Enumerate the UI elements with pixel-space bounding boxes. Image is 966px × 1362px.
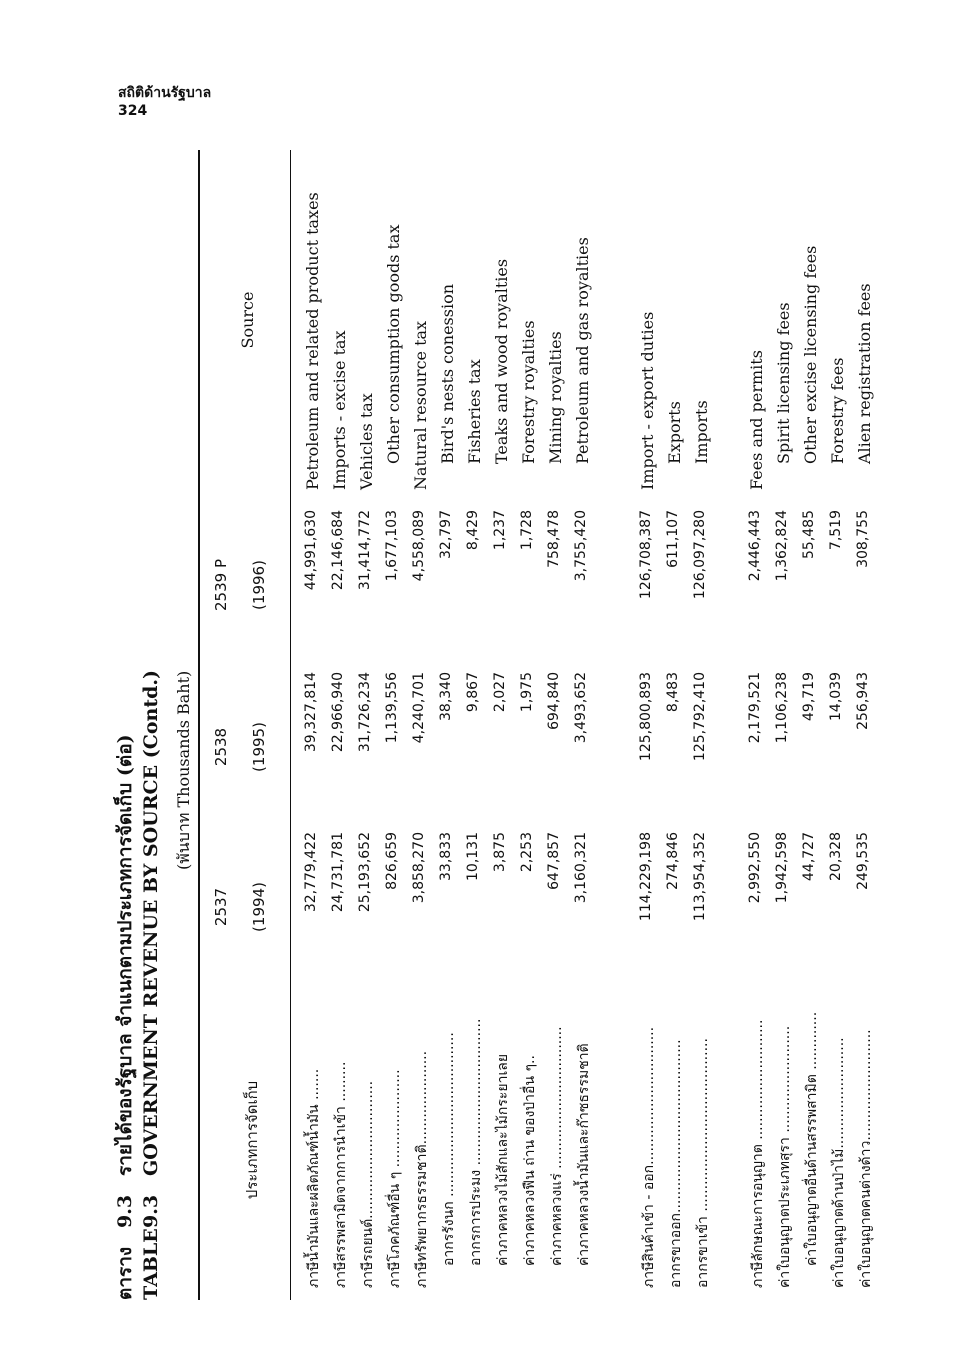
row-value-1995: 2,027 bbox=[492, 672, 508, 713]
title-en-text: GOVERNMENT REVENUE BY SOURCE (Contd.) bbox=[140, 669, 162, 1176]
row-source-en: Fisheries tax bbox=[465, 359, 484, 464]
table-row bbox=[300, 150, 326, 1300]
row-value-1995: 9,867 bbox=[465, 672, 481, 713]
row-source-en: Mining royalties bbox=[546, 331, 565, 464]
row-source-en: Imports bbox=[692, 400, 711, 464]
row-source-en: Imports - excise tax bbox=[330, 330, 349, 490]
row-source-en: Other consumption goods tax bbox=[384, 224, 403, 464]
row-value-1994: 647,857 bbox=[546, 832, 562, 890]
row-value-1995: 49,719 bbox=[801, 672, 817, 721]
col-head-year-3-en: (1996) bbox=[250, 560, 268, 610]
row-type-thai: ค่าใบอนุญาตคนต่างด้าว......................... bbox=[858, 1029, 874, 1288]
row-source-en: Teaks and wood royalties bbox=[492, 258, 511, 464]
row-value-1996: 126,708,387 bbox=[638, 510, 654, 600]
row-value-1996: 1,677,103 bbox=[384, 510, 400, 582]
row-value-1994: 33,833 bbox=[438, 832, 454, 881]
row-value-1995: 38,340 bbox=[438, 672, 454, 721]
row-value-1995: 694,840 bbox=[546, 672, 562, 730]
row-type-thai: อากรขาออก....................................... bbox=[668, 1039, 684, 1288]
col-head-year-2: 2538 bbox=[212, 727, 230, 767]
row-value-1994: 25,193,652 bbox=[357, 832, 373, 913]
row-source-en: Alien registration fees bbox=[855, 283, 874, 464]
row-value-1994: 3,858,270 bbox=[411, 832, 427, 904]
row-value-1996: 32,797 bbox=[438, 510, 454, 559]
col-head-year-2-en: (1995) bbox=[250, 722, 268, 772]
row-value-1995: 1,975 bbox=[519, 672, 535, 713]
row-type-thai: ค่าภาคหลวงไม้สักและไม้กระยาเลย bbox=[495, 1053, 511, 1266]
table-row bbox=[635, 150, 661, 1300]
table-unit: (พันบาท Thousands Baht) bbox=[174, 670, 193, 870]
row-value-1994: 2,992,550 bbox=[747, 832, 763, 904]
row-type-thai: ค่าภาคหลวงน้ำมันและก๊าซธรรมชาติ bbox=[576, 1043, 592, 1266]
row-type-thai: ภาษีรถยนต์............................... bbox=[360, 1080, 376, 1288]
row-value-1994: 3,160,321 bbox=[573, 832, 589, 904]
row-value-1994: 10,131 bbox=[465, 832, 481, 881]
row-value-1995: 31,726,234 bbox=[357, 672, 373, 753]
row-value-1994: 274,846 bbox=[665, 832, 681, 890]
title-en-number: 9.3 bbox=[140, 1194, 162, 1228]
row-value-1994: 114,229,198 bbox=[638, 832, 654, 922]
page-header-title: สถิติด้านรัฐบาล bbox=[118, 85, 212, 101]
table-row bbox=[798, 150, 824, 1300]
row-value-1994: 24,731,781 bbox=[330, 832, 346, 913]
row-source-en: Natural resource tax bbox=[411, 320, 430, 490]
row-value-1995: 3,493,652 bbox=[573, 672, 589, 744]
table-title-thai bbox=[110, 734, 140, 1300]
row-source-en: Bird's nests conession bbox=[438, 283, 457, 464]
table-title-english bbox=[140, 670, 162, 1300]
row-source-en: Spirit licensing fees bbox=[774, 302, 793, 464]
row-value-1994: 44,727 bbox=[801, 832, 817, 881]
row-source-en: Forestry fees bbox=[828, 357, 847, 464]
row-type-thai: ภาษีลักษณะการอนุญาต ........................... bbox=[750, 1019, 766, 1288]
col-head-year-1: 2537 bbox=[212, 887, 230, 927]
row-value-1995: 125,800,893 bbox=[638, 672, 654, 762]
table-row bbox=[381, 150, 407, 1300]
row-value-1995: 125,792,410 bbox=[692, 672, 708, 762]
row-value-1995: 14,039 bbox=[828, 672, 844, 721]
row-value-1995: 2,179,521 bbox=[747, 672, 763, 744]
row-type-thai: ภาษีสรรพสามิตจากการนำเข้า ......... bbox=[333, 1061, 349, 1288]
table-row bbox=[489, 150, 515, 1300]
row-value-1996: 2,446,443 bbox=[747, 510, 763, 582]
header-rule bbox=[290, 150, 291, 1300]
row-value-1994: 249,535 bbox=[855, 832, 871, 890]
table-row bbox=[516, 150, 542, 1300]
row-type-thai: อากรการประมง ................................. bbox=[468, 1018, 484, 1266]
top-rule bbox=[198, 150, 200, 1300]
row-value-1996: 22,146,684 bbox=[330, 510, 346, 591]
row-value-1996: 7,519 bbox=[828, 510, 844, 551]
row-type-thai: ค่าใบอนุญาตด้านป่าไม้......................... bbox=[831, 1037, 847, 1288]
page-number: 324 bbox=[118, 103, 148, 119]
row-value-1996: 8,429 bbox=[465, 510, 481, 551]
row-source-en: Forestry royalties bbox=[519, 320, 538, 464]
table-row bbox=[435, 150, 461, 1300]
table-row bbox=[771, 150, 797, 1300]
row-value-1994: 1,942,598 bbox=[774, 832, 790, 904]
row-value-1996: 1,362,824 bbox=[774, 510, 790, 582]
row-value-1996: 126,097,280 bbox=[692, 510, 708, 600]
table-row bbox=[570, 150, 596, 1300]
row-value-1996: 308,755 bbox=[855, 510, 871, 568]
title-thai-number: 9.3 bbox=[114, 1194, 136, 1228]
row-type-thai: ค่าภาคหลวงแร่ ................................ bbox=[549, 1026, 565, 1266]
row-type-thai: ภาษีทรัพยากรธรรมชาติ..................... bbox=[414, 1050, 430, 1288]
col-head-source: Source bbox=[238, 291, 257, 349]
row-value-1996: 758,478 bbox=[546, 510, 562, 568]
row-source-en: Other excise licensing fees bbox=[801, 245, 820, 464]
table-row bbox=[408, 150, 434, 1300]
row-value-1994: 20,328 bbox=[828, 832, 844, 881]
table-row bbox=[852, 150, 878, 1300]
table-row bbox=[662, 150, 688, 1300]
row-source-en: Import - export duties bbox=[638, 311, 657, 490]
row-type-thai: ค่าใบอนุญาตประเภทสุรา ........................ bbox=[777, 1025, 793, 1288]
table-row bbox=[354, 150, 380, 1300]
row-source-en: Vehicles tax bbox=[357, 393, 376, 490]
row-value-1996: 55,485 bbox=[801, 510, 817, 559]
col-head-year-1-en: (1994) bbox=[250, 882, 268, 932]
table-row bbox=[825, 150, 851, 1300]
row-source-en: Fees and permits bbox=[747, 350, 766, 490]
row-value-1995: 1,139,556 bbox=[384, 672, 400, 744]
row-type-thai: ค่าใบอนุญาตอื่นด้านสรรพสามิต ............. bbox=[804, 1011, 820, 1266]
row-type-thai: อากรรังนก ..................................... bbox=[441, 1032, 457, 1266]
row-value-1994: 113,954,352 bbox=[692, 832, 708, 922]
table-row bbox=[543, 150, 569, 1300]
page-header bbox=[118, 84, 211, 120]
row-value-1995: 39,327,814 bbox=[303, 672, 319, 753]
table-row bbox=[327, 150, 353, 1300]
row-value-1994: 2,253 bbox=[519, 832, 535, 873]
row-value-1996: 611,107 bbox=[665, 510, 681, 568]
title-en-label: TABLE bbox=[140, 1228, 162, 1300]
row-value-1996: 1,237 bbox=[492, 510, 508, 551]
row-type-thai: อากรขาเข้า ....................................... bbox=[695, 1038, 711, 1288]
row-type-thai: ภาษีสินค้าเข้า - ออก............................... bbox=[641, 1026, 657, 1288]
row-value-1995: 22,966,940 bbox=[330, 672, 346, 753]
row-type-thai: ภาษีน้ำมันและผลิตภัณฑ์น้ำมัน ....... bbox=[306, 1068, 322, 1288]
row-value-1996: 4,558,089 bbox=[411, 510, 427, 582]
row-value-1995: 4,240,701 bbox=[411, 672, 427, 744]
row-value-1996: 3,755,420 bbox=[573, 510, 589, 582]
row-type-thai: ภาษีโภคภัณฑ์อื่น ๆ ...................... bbox=[387, 1069, 403, 1288]
row-source-en: Petroleum and gas royalties bbox=[573, 237, 592, 464]
rotated-table-sheet bbox=[100, 120, 880, 1300]
row-value-1994: 32,779,422 bbox=[303, 832, 319, 913]
row-value-1995: 256,943 bbox=[855, 672, 871, 730]
row-value-1995: 1,106,238 bbox=[774, 672, 790, 744]
row-value-1996: 1,728 bbox=[519, 510, 535, 551]
col-head-year-3: 2539 P bbox=[212, 559, 230, 611]
row-value-1996: 31,414,772 bbox=[357, 510, 373, 591]
title-thai-label: ตาราง bbox=[114, 1246, 136, 1300]
row-type-thai: ค่าภาคหลวงฟืน ถ่าน ของป่าอื่น ๆ.. bbox=[522, 1055, 538, 1266]
row-value-1995: 8,483 bbox=[665, 672, 681, 713]
row-value-1994: 826,659 bbox=[384, 832, 400, 890]
table-row bbox=[462, 150, 488, 1300]
title-thai-text: รายได้ของรัฐบาล จำแนกตามประเภทการจัดเก็บ (ต่อ) bbox=[114, 734, 136, 1176]
row-source-en: Exports bbox=[665, 401, 684, 464]
row-value-1996: 44,991,630 bbox=[303, 510, 319, 591]
table-row bbox=[744, 150, 770, 1300]
col-head-type-thai: ประเภทการจัดเก็บ bbox=[243, 1080, 261, 1200]
row-source-en: Petroleum and related product taxes bbox=[303, 192, 322, 490]
row-value-1994: 3,875 bbox=[492, 832, 508, 873]
table-row bbox=[689, 150, 715, 1300]
